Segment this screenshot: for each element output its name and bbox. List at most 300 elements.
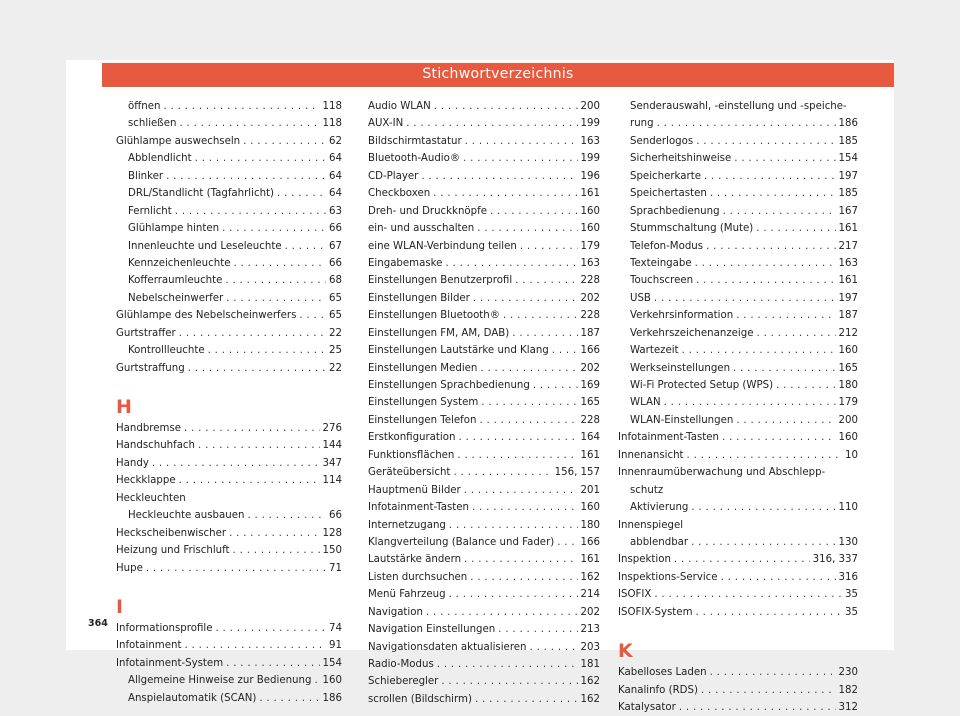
index-entry: [116, 437, 342, 454]
index-column-3: [618, 98, 858, 716]
page-reference: 114: [322, 475, 342, 487]
index-term: Fernlicht: [128, 205, 172, 217]
index-entry: [618, 342, 858, 359]
index-entry: [116, 455, 342, 472]
dot-leader: [722, 429, 836, 446]
index-term: Navigation Einstellungen: [368, 624, 496, 636]
dot-leader: [515, 272, 577, 289]
index-entry: [618, 238, 858, 255]
index-entry: [116, 560, 342, 577]
dot-leader: [512, 325, 577, 342]
dot-leader: [215, 620, 326, 637]
dot-leader: [757, 325, 836, 342]
index-term: Glühlampe des Nebelscheinwerfers: [116, 310, 297, 322]
index-term: Einstellungen Sprachbedienung: [368, 380, 530, 391]
index-entry: [368, 255, 600, 272]
page-reference: 200: [838, 414, 858, 426]
page-reference: 217: [838, 240, 858, 252]
index-term: Audio WLAN: [368, 101, 431, 112]
index-entry: [116, 168, 342, 185]
page-reference: 179: [838, 397, 858, 409]
index-entry: [618, 499, 858, 516]
index-term: Telefon-Modus: [630, 240, 704, 252]
index-entry: [116, 272, 342, 289]
index-term: ISOFIX-System: [618, 606, 693, 618]
page-reference: 162: [580, 676, 600, 688]
index-entry: [368, 639, 600, 656]
dot-leader: [710, 664, 836, 681]
dot-leader: [733, 360, 836, 377]
index-entry: [368, 499, 600, 516]
dot-leader: [426, 604, 578, 621]
dot-leader: [441, 673, 577, 690]
index-term: Wi-Fi Protected Setup (WPS): [630, 380, 774, 391]
index-entry: [368, 168, 600, 185]
dot-leader: [146, 560, 326, 577]
page-reference: 312: [838, 702, 858, 713]
page-reference: 347: [322, 457, 342, 469]
index-entry: [368, 464, 600, 481]
index-term: Inspektion: [618, 554, 671, 566]
dot-leader: [701, 682, 836, 699]
dot-leader: [696, 604, 843, 621]
page-reference: 163: [580, 135, 600, 147]
dot-leader: [195, 150, 326, 167]
index-term: CD-Player: [368, 170, 419, 182]
dot-leader: [243, 133, 326, 150]
dot-leader: [721, 569, 836, 586]
index-term: Handschuhfach: [116, 440, 195, 452]
index-term: Bluetooth-Audio®: [368, 153, 461, 165]
dot-leader: [472, 499, 578, 516]
index-term: Kofferraumleuchte: [128, 275, 223, 287]
dot-leader: [163, 98, 319, 115]
index-term: Heckscheibenwischer: [116, 527, 227, 539]
index-term: Erstkonfiguration: [368, 432, 456, 444]
page-reference: 186: [838, 118, 858, 130]
index-term: Dreh- und Druckknöpfe: [368, 205, 487, 217]
index-entry: [368, 238, 600, 255]
page-reference: 64: [329, 170, 342, 182]
index-term: Speicherkarte: [630, 170, 701, 182]
dot-leader: [457, 447, 577, 464]
dot-leader: [470, 569, 577, 586]
dot-leader: [277, 185, 326, 202]
page-reference: 166: [580, 536, 600, 548]
index-entry: Innenspiegel: [618, 519, 684, 531]
index-entry: Senderauswahl, -einstellung und -speiche-: [630, 101, 847, 112]
index-entry: [368, 604, 600, 621]
index-term: Sprachbedienung: [630, 205, 720, 217]
dot-leader: [664, 394, 836, 411]
index-entry: [618, 377, 858, 394]
page-reference: 160: [838, 345, 858, 357]
dot-leader: [706, 238, 835, 255]
index-term: Lautstärke ändern: [368, 554, 462, 566]
page-reference: 66: [329, 510, 342, 522]
letter-gap: [618, 621, 858, 633]
index-term: Bildschirmtastatur: [368, 135, 462, 147]
index-term: Einstellungen Benutzerprofil: [368, 275, 513, 287]
index-entry: [368, 98, 600, 115]
dot-leader: [465, 133, 578, 150]
dot-leader: [179, 115, 319, 132]
index-entry: [116, 203, 342, 220]
index-entry: [618, 604, 858, 621]
page-reference: 118: [322, 101, 342, 112]
page-reference: 67: [329, 240, 342, 252]
index-term: Glühlampe auswechseln: [116, 135, 241, 147]
page-reference: 63: [329, 205, 342, 217]
page-reference: 164: [580, 432, 600, 444]
index-term: Navigation: [368, 606, 423, 618]
page-reference: 316: [838, 571, 858, 583]
index-term: Infotainment: [116, 640, 182, 652]
index-entry: [368, 325, 600, 342]
index-term: Einstellungen Lautstärke und Klang: [368, 345, 549, 357]
dot-leader: [179, 325, 326, 342]
index-entry: [618, 412, 858, 429]
index-entry: [618, 290, 858, 307]
dot-leader: [259, 690, 319, 707]
dot-leader: [188, 360, 326, 377]
index-term: Schieberegler: [368, 676, 439, 688]
page-reference: 228: [580, 310, 600, 322]
page-reference: 182: [838, 684, 858, 696]
index-entry: [618, 569, 858, 586]
index-entry: [368, 185, 600, 202]
dot-leader: [285, 238, 326, 255]
index-term: Wartezeit: [630, 345, 679, 357]
index-entry: [618, 185, 858, 202]
page-reference: 185: [838, 188, 858, 200]
dot-leader: [654, 290, 836, 307]
index-entry: [618, 664, 858, 681]
dot-leader: [464, 482, 578, 499]
page-reference: 160: [580, 502, 600, 514]
page-reference: 201: [580, 484, 600, 496]
page-reference: 180: [838, 380, 858, 391]
index-entry: [368, 517, 600, 534]
index-entry: [368, 272, 600, 289]
index-term: Verkehrszeichenanzeige: [630, 327, 754, 339]
index-entry: [368, 429, 600, 446]
index-term: rung: [630, 118, 654, 130]
page-reference: 154: [838, 153, 858, 165]
dot-leader: [433, 185, 577, 202]
index-entry: [368, 133, 600, 150]
dot-leader: [696, 133, 835, 150]
page-reference: 202: [580, 606, 600, 618]
index-entry: [618, 682, 858, 699]
page-reference: 161: [580, 188, 600, 200]
page-reference: 68: [329, 275, 342, 287]
page-reference: 213: [580, 624, 600, 636]
index-term: Innenansicht: [618, 449, 684, 461]
page-reference: 64: [329, 153, 342, 165]
page-reference: 165: [838, 362, 858, 374]
index-term: Navigationsdaten aktualisieren: [368, 641, 527, 653]
index-entry: [368, 115, 600, 132]
index-term: Handbremse: [116, 423, 182, 434]
page-reference: 228: [580, 275, 600, 287]
index-entry: [368, 586, 600, 603]
index-entry: [618, 220, 858, 237]
page-reference: 167: [838, 205, 858, 217]
index-entry: [116, 220, 342, 237]
page-reference: 179: [580, 240, 600, 252]
dot-leader: [233, 255, 326, 272]
index-entry: [116, 307, 342, 324]
section-title: Stichwortverzeichnis: [422, 66, 574, 82]
index-entry: [116, 115, 342, 132]
index-letter-heading: H: [116, 396, 132, 418]
index-term: Einstellungen FM, AM, DAB): [368, 327, 510, 339]
index-entry: [116, 637, 342, 654]
page-reference: 25: [329, 345, 342, 357]
dot-leader: [225, 272, 326, 289]
index-term: Glühlampe hinten: [128, 223, 220, 235]
page-reference: 65: [329, 292, 342, 304]
index-entry: [368, 673, 600, 690]
index-entry: [116, 342, 342, 359]
index-term: Sicherheitshinweise: [630, 153, 732, 165]
index-term: eine WLAN-Verbindung teilen: [368, 240, 517, 252]
dot-leader: [695, 255, 836, 272]
index-entry: [368, 551, 600, 568]
index-entry: [116, 98, 342, 115]
page-reference: 150: [322, 545, 342, 557]
page-reference: 161: [580, 449, 600, 461]
page-reference: 162: [580, 571, 600, 583]
dot-leader: [736, 412, 835, 429]
dot-leader: [226, 655, 319, 672]
dot-leader: [229, 525, 319, 542]
dot-leader: [208, 342, 326, 359]
index-term: Infotainment-Tasten: [618, 432, 719, 444]
index-term: Eingabemaske: [368, 257, 443, 269]
page-reference: 200: [580, 101, 600, 112]
page-reference: 230: [838, 667, 858, 679]
index-entry: [368, 412, 600, 429]
index-term: Werkseinstellungen: [630, 362, 731, 374]
index-term: abblendbar: [630, 536, 689, 548]
index-entry: [368, 377, 600, 394]
index-term: Listen durchsuchen: [368, 571, 468, 583]
index-entry: [618, 360, 858, 377]
index-entry: [116, 325, 342, 342]
index-entry: [368, 360, 600, 377]
index-entry: schutz: [630, 484, 664, 496]
index-entry: [618, 534, 858, 551]
index-term: schließen: [128, 118, 177, 130]
dot-leader: [776, 377, 835, 394]
index-entry: [618, 203, 858, 220]
letter-gap: [116, 577, 342, 589]
index-entry: [618, 255, 858, 272]
index-entry: [368, 569, 600, 586]
dot-leader: [498, 621, 577, 638]
index-term: Kanalinfo (RDS): [618, 684, 698, 696]
index-entry: [618, 325, 858, 342]
dot-leader: [314, 672, 319, 689]
index-entry: [116, 672, 342, 689]
index-term: Allgemeine Hinweise zur Bedienung: [128, 675, 312, 687]
index-term: Funktionsflächen: [368, 449, 455, 461]
section-header: [102, 63, 894, 87]
page-reference: 10: [845, 449, 858, 461]
index-term: Einstellungen Bilder: [368, 292, 470, 304]
dot-leader: [710, 185, 836, 202]
page-reference: 316, 337: [812, 554, 858, 566]
page-reference: 276: [322, 423, 342, 434]
page-reference: 199: [580, 118, 600, 130]
index-term: Heizung und Frischluft: [116, 545, 230, 557]
index-term: Geräteübersicht: [368, 467, 451, 479]
index-entry: [116, 420, 342, 437]
index-term: Katalysator: [618, 702, 676, 713]
dot-leader: [463, 150, 577, 167]
dot-leader: [480, 360, 577, 377]
page-reference: 212: [838, 327, 858, 339]
index-column-2: [368, 98, 600, 708]
page-reference: 144: [322, 440, 342, 452]
index-term: Infotainment-Tasten: [368, 502, 469, 514]
dot-leader: [530, 639, 578, 656]
index-column-1: [116, 98, 342, 707]
index-term: Kontrollleuchte: [128, 345, 205, 357]
page-reference: 74: [329, 622, 342, 634]
page-reference: 202: [580, 292, 600, 304]
index-entry: [116, 290, 342, 307]
dot-leader: [704, 168, 836, 185]
dot-leader: [682, 342, 836, 359]
page-reference: 160: [580, 205, 600, 217]
index-entry: [618, 133, 858, 150]
dot-leader: [696, 272, 835, 289]
page-number: 364: [88, 618, 108, 629]
page-reference: 197: [838, 170, 858, 182]
index-entry: Innenraumüberwachung und Abschlepp-: [618, 467, 826, 479]
dot-leader: [674, 551, 810, 568]
index-term: Heckklappe: [116, 475, 176, 487]
page-reference: 166: [580, 345, 600, 357]
index-term: Inspektions-Service: [618, 571, 718, 583]
page-reference: 181: [580, 659, 600, 670]
index-entry: [368, 691, 600, 708]
dot-leader: [226, 290, 326, 307]
page-reference: 163: [838, 257, 858, 269]
dot-leader: [473, 290, 578, 307]
page-reference: 91: [329, 640, 342, 652]
dot-leader: [520, 238, 578, 255]
index-term: Checkboxen: [368, 188, 431, 200]
page-reference: 161: [838, 223, 858, 235]
index-term: Anspielautomatik (SCAN): [128, 692, 257, 704]
index-entry: [368, 203, 600, 220]
dot-leader: [445, 255, 577, 272]
index-entry: [368, 394, 600, 411]
index-entry: [116, 690, 342, 707]
dot-leader: [179, 472, 320, 489]
index-entry: [368, 342, 600, 359]
dot-leader: [479, 412, 577, 429]
page-reference: 66: [329, 257, 342, 269]
index-term: Einstellungen Telefon: [368, 414, 477, 426]
dot-leader: [734, 150, 835, 167]
page-reference: 22: [329, 362, 342, 374]
dot-leader: [247, 507, 326, 524]
dot-leader: [421, 168, 577, 185]
page-reference: 228: [580, 414, 600, 426]
index-term: Kennzeichenleuchte: [128, 257, 231, 269]
page-reference: 197: [838, 292, 858, 304]
index-term: Hauptmenü Bilder: [368, 484, 461, 496]
index-term: Klangverteilung (Balance und Fader): [368, 536, 555, 548]
index-entry: [116, 133, 342, 150]
index-term: Hupe: [116, 562, 143, 574]
index-entry: [618, 394, 858, 411]
dot-leader: [406, 115, 577, 132]
page-reference: 64: [329, 188, 342, 200]
page-reference: 203: [580, 641, 600, 653]
index-entry: [368, 290, 600, 307]
page-reference: 187: [838, 310, 858, 322]
index-term: Gurtstraffer: [116, 327, 176, 339]
dot-leader: [458, 429, 577, 446]
index-term: Infotainment-System: [116, 657, 224, 669]
page-reference: 185: [838, 135, 858, 147]
index-term: Kabelloses Laden: [618, 667, 707, 679]
page-reference: 161: [838, 275, 858, 287]
index-term: ein- und ausschalten: [368, 223, 475, 235]
dot-leader: [449, 517, 578, 534]
dot-leader: [657, 115, 836, 132]
page-reference: 162: [580, 693, 600, 705]
index-entry: [116, 525, 342, 542]
index-term: Heckleuchte ausbauen: [128, 510, 245, 522]
index-term: Abblendlicht: [128, 153, 192, 165]
index-term: Senderlogos: [630, 135, 694, 147]
index-term: USB: [630, 292, 651, 304]
index-term: Handy: [116, 457, 149, 469]
page-reference: 156, 157: [554, 467, 600, 479]
page-reference: 202: [580, 362, 600, 374]
page-reference: 165: [580, 397, 600, 409]
index-entry: [116, 507, 342, 524]
dot-leader: [687, 447, 842, 464]
dot-leader: [449, 586, 578, 603]
index-term: Radio-Modus: [368, 659, 434, 670]
index-term: Aktivierung: [630, 502, 689, 514]
index-term: Speichertasten: [630, 188, 707, 200]
dot-leader: [723, 203, 836, 220]
index-term: Texteingabe: [630, 257, 692, 269]
index-term: Informationsprofile: [116, 622, 213, 634]
index-term: WLAN: [630, 397, 661, 409]
dot-leader: [533, 377, 578, 394]
index-entry: [368, 150, 600, 167]
index-entry: [116, 620, 342, 637]
page-reference: 65: [329, 310, 342, 322]
index-entry: [368, 307, 600, 324]
index-entry: [618, 429, 858, 446]
dot-leader: [475, 691, 578, 708]
index-entry: [618, 168, 858, 185]
index-entry: [618, 272, 858, 289]
index-term: DRL/Standlicht (Tagfahrlicht): [128, 188, 274, 200]
page-reference: 62: [329, 135, 342, 147]
